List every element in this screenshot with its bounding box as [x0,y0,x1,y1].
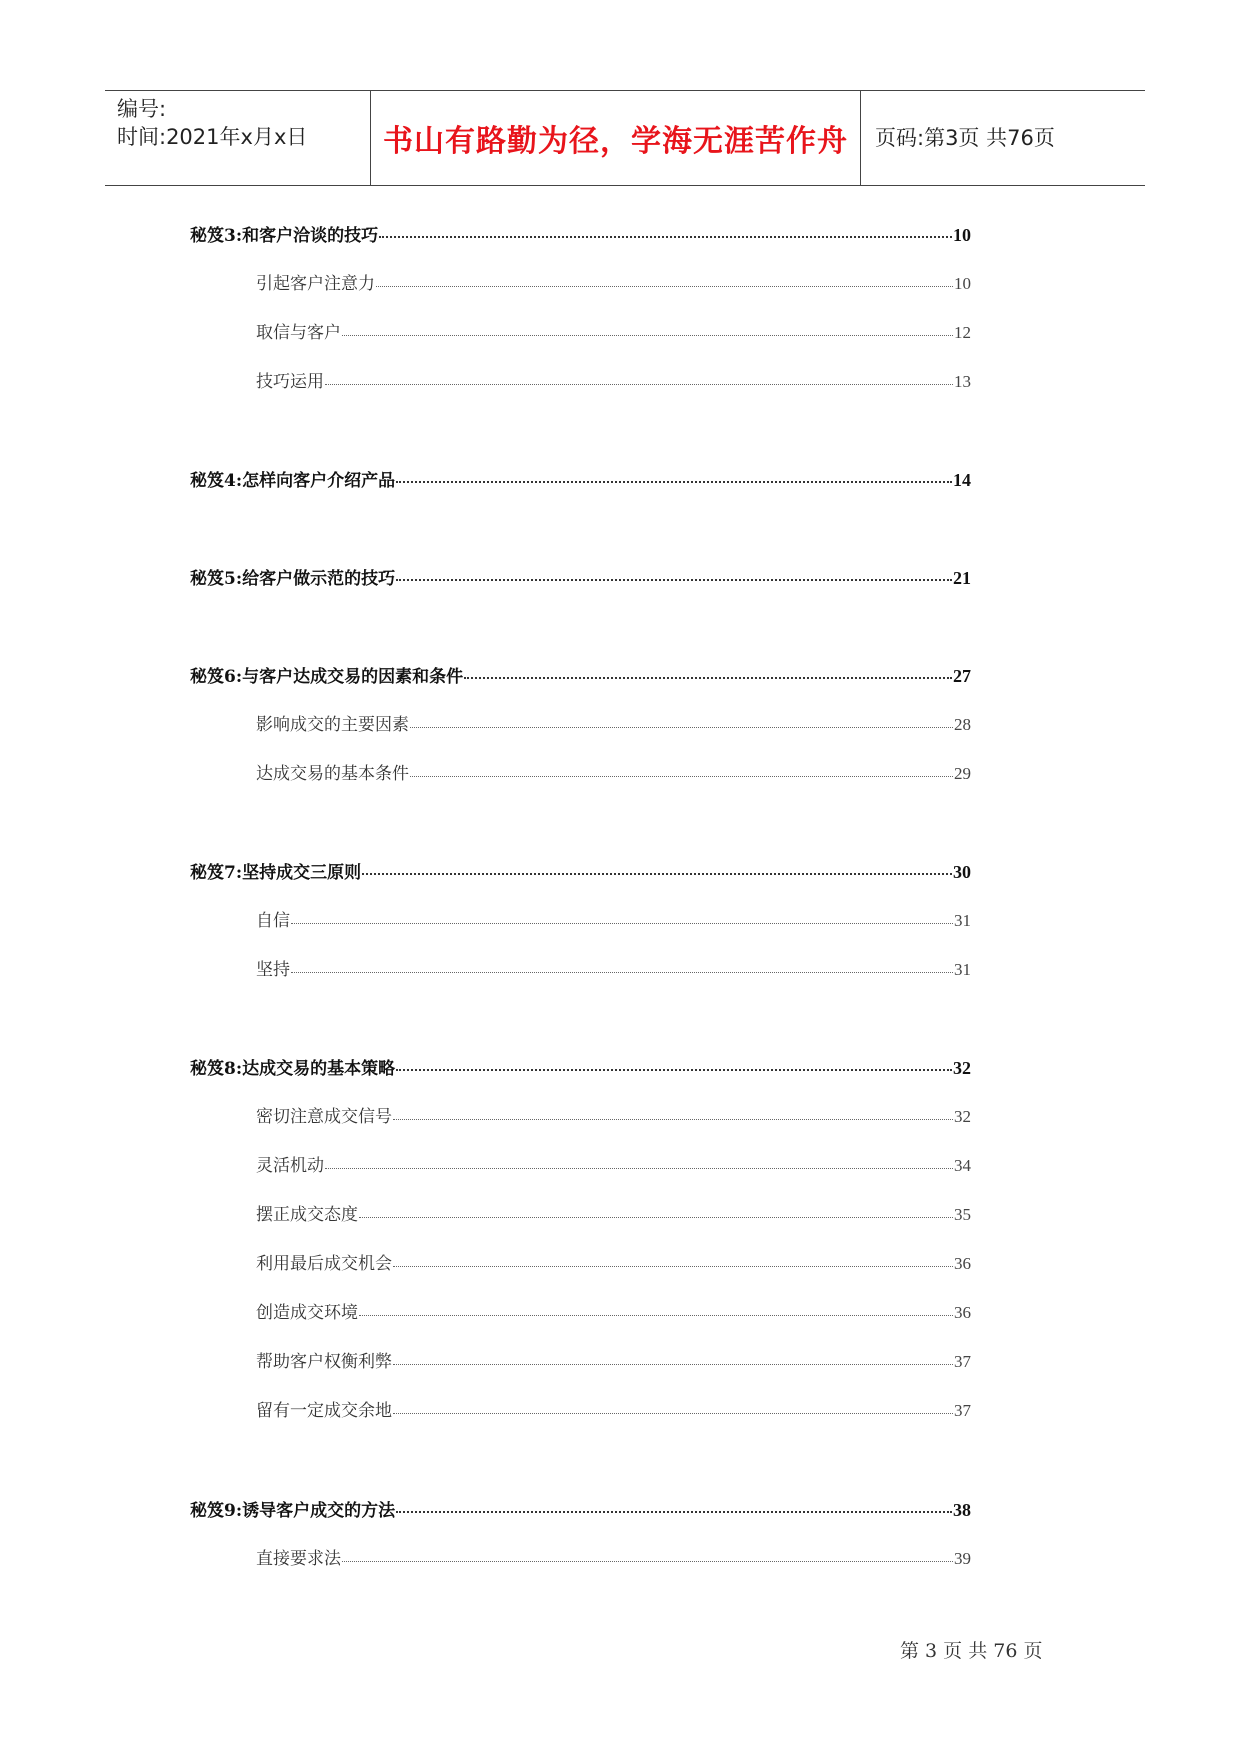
toc-chapter-entry [190,222,971,248]
toc-section-entry [256,1202,971,1228]
number-label: 编号: [117,97,167,121]
toc-entry-title: 秘笈7:坚持成交三原则 [190,863,362,883]
toc-section-entry [256,1104,971,1130]
toc-section-entry [256,1546,971,1572]
toc-entry-page-number: 28 [954,715,971,734]
toc-entry-title: 帮助客户权衡利弊 [256,1352,392,1372]
toc-dot-leader [342,1561,953,1562]
time-label: 时间:2021年x月x日 [117,125,308,149]
slogan: 书山有路勤为径，学海无涯苦作舟 [383,124,848,159]
toc-entry-title: 秘笈6:与客户达成交易的因素和条件 [190,667,464,687]
toc-entry-page-number: 31 [954,911,971,930]
toc-entry-title: 秘笈9:诱导客户成交的方法 [190,1501,396,1521]
toc-dot-leader [393,1266,953,1267]
toc-entry-title: 影响成交的主要因素 [256,715,409,735]
toc-section-entry [256,908,971,934]
toc-dot-leader [396,1511,952,1513]
toc-entry-title: 坚持 [256,960,290,980]
toc-section-entry [256,1398,971,1424]
toc-dot-leader [291,923,953,924]
toc-entry-title: 留有一定成交余地 [256,1401,392,1421]
toc-section-entry [256,1153,971,1179]
toc-dot-leader [379,236,952,238]
toc-entry-title: 直接要求法 [256,1549,341,1569]
toc-entry-title: 秘笈8:达成交易的基本策略 [190,1059,396,1079]
header-meta-cell [105,91,371,185]
toc-section-entry [256,957,971,983]
toc-entry-page-number: 31 [954,960,971,979]
toc-entry-page-number: 27 [953,666,971,686]
toc-chapter-entry [190,467,971,493]
toc-entry-title: 取信与客户 [256,323,341,343]
toc-section-entry [256,1251,971,1277]
toc-entry-page-number: 36 [954,1254,971,1273]
header-slogan-cell [371,91,861,185]
toc-entry-page-number: 12 [954,323,971,342]
toc-dot-leader [393,1413,953,1414]
toc-section-entry [256,1349,971,1375]
toc-dot-leader [410,776,953,777]
toc-chapter-entry [190,663,971,689]
toc-entry-title: 秘笈5:给客户做示范的技巧 [190,569,396,589]
page-footer: 第 3 页 共 76 页 [900,1640,1043,1662]
toc-entry-page-number: 30 [953,862,971,882]
toc-dot-leader [393,1364,953,1365]
toc-entry-title: 灵活机动 [256,1156,324,1176]
page-code: 页码:第3页 共76页 [875,126,1055,150]
toc-section-entry [256,761,971,787]
toc-entry-page-number: 13 [954,372,971,391]
toc-section-entry [256,271,971,297]
toc-dot-leader [362,873,952,875]
toc-chapter-entry [190,859,971,885]
toc-chapter-entry [190,1055,971,1081]
toc-entry-title: 达成交易的基本条件 [256,764,409,784]
toc-entry-title: 自信 [256,911,290,931]
toc-chapter-entry [190,565,971,591]
toc-dot-leader [325,1168,953,1169]
toc-dot-leader [376,286,953,287]
toc-entry-title: 秘笈3:和客户洽谈的技巧 [190,226,379,246]
toc-entry-page-number: 10 [953,225,971,245]
toc-dot-leader [410,727,953,728]
toc-entry-page-number: 10 [954,274,971,293]
toc-entry-page-number: 29 [954,764,971,783]
toc-section-entry [256,712,971,738]
document-header [105,90,1145,186]
header-page-cell [861,91,1145,185]
toc-entry-title: 密切注意成交信号 [256,1107,392,1127]
toc-dot-leader [342,335,953,336]
toc-entry-page-number: 36 [954,1303,971,1322]
toc-entry-page-number: 38 [953,1500,971,1520]
toc-entry-title: 秘笈4:怎样向客户介绍产品 [190,471,396,491]
toc-entry-title: 利用最后成交机会 [256,1254,392,1274]
toc-section-entry [256,1300,971,1326]
toc-entry-page-number: 14 [953,470,971,490]
toc-entry-title: 技巧运用 [256,372,324,392]
toc-section-entry [256,320,971,346]
toc-dot-leader [359,1217,953,1218]
toc-dot-leader [325,384,953,385]
toc-entry-title: 引起客户注意力 [256,274,375,294]
toc-entry-page-number: 34 [954,1156,971,1175]
toc-dot-leader [396,579,952,581]
toc-entry-page-number: 21 [953,568,971,588]
toc-dot-leader [396,481,952,483]
toc-dot-leader [393,1119,953,1120]
toc-entry-page-number: 32 [954,1107,971,1126]
toc-entry-title: 摆正成交态度 [256,1205,358,1225]
toc-dot-leader [396,1069,952,1071]
toc-dot-leader [464,677,952,679]
toc-entry-page-number: 37 [954,1352,971,1371]
toc-dot-leader [291,972,953,973]
toc-entry-page-number: 37 [954,1401,971,1420]
toc-chapter-entry [190,1497,971,1523]
toc-entry-title: 创造成交环境 [256,1303,358,1323]
toc-entry-page-number: 32 [953,1058,971,1078]
toc-entry-page-number: 35 [954,1205,971,1224]
toc-entry-page-number: 39 [954,1549,971,1568]
toc-section-entry [256,369,971,395]
toc-dot-leader [359,1315,953,1316]
